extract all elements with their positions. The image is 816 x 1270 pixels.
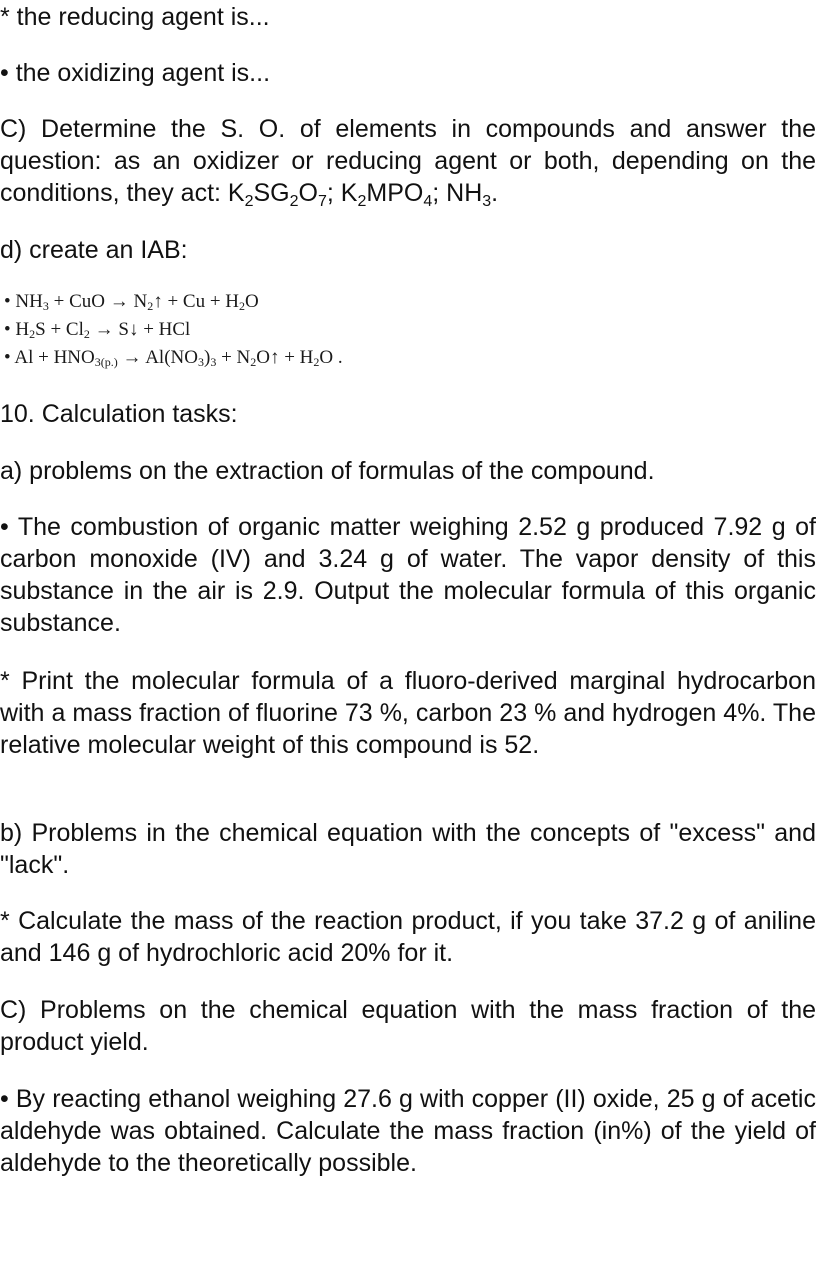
- task-d-heading: d) create an IAB:: [0, 236, 188, 264]
- fluoro-hydrocarbon-problem: * Print the molecular formula of a fluoro-derived marginal hydrocarbon with a mass fraction of fluorine 73 %, carbon 23 % and hydrogen 4%. The relative molecular weight of this compound is 52.: [0, 667, 816, 759]
- aniline-problem: * Calculate the mass of the reaction product, if you take 37.2 g of aniline and 146 g of hydrochloric acid 20% for it.: [0, 907, 816, 967]
- formula-k2sg2o7: $K_2SG_2O_7$;: [227, 179, 341, 210]
- calculation-tasks-heading: 10. Calculation tasks:: [0, 400, 238, 428]
- formula-k2mpo4: $K_2MPO_4$;: [340, 179, 447, 210]
- ethanol-problem: • By reacting ethanol weighing 27.6 g with copper (II) oxide, 25 g of acetic aldehyde was obtained. Calculate the mass fraction (in%) of the yield of aldehyde to the theoretically possible.: [0, 1085, 816, 1177]
- combustion-problem: • The combustion of organic matter weighing 2.52 g produced 7.92 g of carbon monoxide (IV) and 3.24 g of water. The vapor density of this substance in the air is 2.9. Output the molecular formula of this organic substance.: [0, 513, 816, 637]
- task-a-heading: a) problems on the extraction of formulas of the compound.: [0, 457, 655, 485]
- equation-nh3-cuo: • $NH_3$ + CuO → $N_2↑ + Cu + H_2O$: [4, 291, 259, 313]
- equation-al-hno3: • $Al + HNO_{3(p.)} \to Al(NO_3)_3$ + $N_2O↑ + H_2O$ .: [4, 347, 343, 369]
- task-c-text: C) Determine the S. O. of elements in compounds and answer the question: as an oxidizer or reducing agent or both, depending on the conditions, they act:: [0, 115, 816, 207]
- reducing-agent-line: * the reducing agent is...: [0, 3, 270, 31]
- redox-equations-image: [4, 288, 434, 374]
- oxidizing-agent-line: • the oxidizing agent is...: [0, 59, 271, 87]
- task-b-heading: b) Problems in the chemical equation with the concepts of "excess" and "lack".: [0, 819, 816, 879]
- task-c-yield-heading: C) Problems on the chemical equation with the mass fraction of the product yield.: [0, 996, 816, 1056]
- equation-h2s-cl2: • $H_2S + Cl_2$ → S↓ + HCl: [4, 319, 191, 341]
- formula-nh3: $NH_3$.: [446, 179, 499, 210]
- task-c-oxidation-states: [0, 113, 816, 209]
